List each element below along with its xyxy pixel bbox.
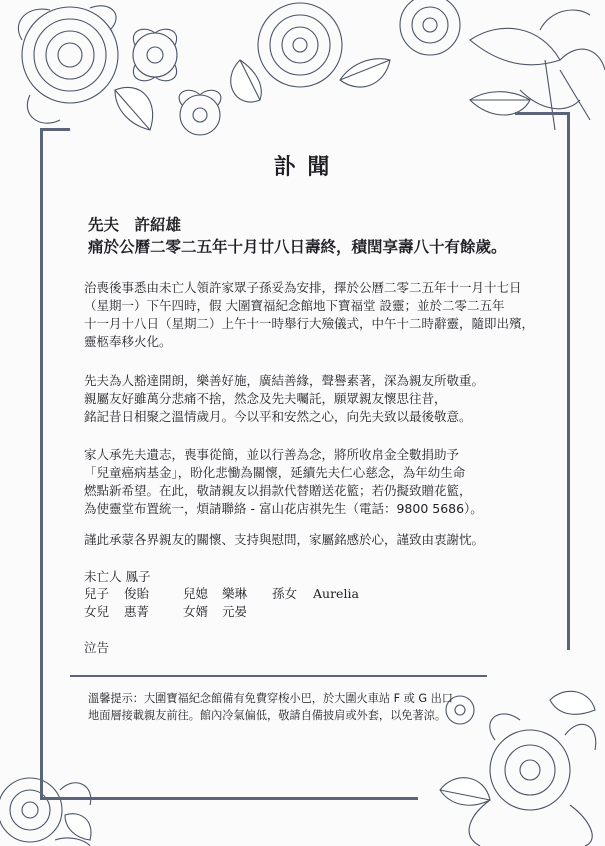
paragraph-line: 家人承先夫遺志，喪事從簡，並以行善為念，將所收帛金全數捐助予 — [84, 447, 460, 462]
closing-text: 泣告 — [84, 640, 110, 655]
floral-top-icon — [0, 0, 605, 150]
family-member-name: 樂琳 — [222, 586, 248, 601]
paragraph-line: 「兒童癌病基金」，盼化悲慟為關懷，延續先夫仁心慈念，為年幼生命 — [84, 465, 466, 480]
family-member-name: Aurelia — [313, 586, 359, 601]
notice-line: 溫馨提示：大圍寶福紀念館備有免費穿梭小巴，於大圍火車站 F 或 G 出口 — [88, 692, 453, 705]
family-relation: 女兒 — [84, 604, 110, 619]
notice-line: 地面層接載親友前往。館內冷氣偏低，敬請自備披肩或外套，以免著涼。 — [88, 709, 447, 722]
deceased-name: 先夫 許紹雄 — [88, 216, 182, 234]
frame-top-left — [40, 128, 70, 131]
widow-name: 未亡人 鳳子 — [84, 569, 151, 584]
paragraph-line: 十一月十八日（星期二）上午十一時舉行大殮儀式，中午十二時辭靈，隨即出殯， — [84, 316, 535, 331]
family-relation: 孫女 — [272, 586, 298, 601]
frame-right — [567, 112, 570, 650]
paragraph-line: 先夫為人豁達開朗，樂善好施，廣結善緣，聲譽素著，深為親友所敬重。 — [84, 373, 485, 388]
paragraph-line: 燃點新希望。在此，敬請親友以捐款代替贈送花籃；若仍擬致贈花籃， — [84, 483, 472, 498]
frame-top-right — [515, 112, 570, 115]
paragraph-line: 銘記昔日相聚之溫情歲月。今以平和安然之心，向先夫致以最後敬意。 — [84, 409, 472, 424]
family-relation: 兒子 — [84, 586, 110, 601]
paragraph-line: 親屬友好雖萬分悲痛不捨，然念及先夫囑託，願眾親友懷思往昔， — [84, 391, 447, 406]
deceased-passing: 痛於公曆二零二五年十月廿八日壽終，積閏享壽八十有餘歲。 — [88, 238, 507, 256]
paragraph-line: 治喪後事悉由未亡人領許家眾子孫妥為安排，擇於公曆二零二五年十一月十七日 — [84, 280, 522, 295]
page-title: 訃 聞 — [273, 154, 332, 180]
paragraph-line: （星期一）下午四時，假 大圍寶福紀念館地下寶福堂 設靈；並於二零二五年 — [84, 298, 505, 313]
family-member-name: 元晏 — [222, 604, 248, 619]
family-relation: 女婿 — [183, 604, 209, 619]
family-member-name: 俊貽 — [124, 586, 150, 601]
paragraph-line: 靈柩奉移火化。 — [84, 334, 172, 349]
frame-left — [40, 128, 43, 800]
notice-divider — [70, 675, 487, 677]
paragraph-line: 為使靈堂布置統一，煩請聯絡 - 富山花店祺先生（電話：9800 5686）。 — [84, 501, 483, 516]
notice-box — [88, 690, 453, 724]
floral-bottom-left-icon — [0, 740, 100, 846]
frame-bottom — [40, 797, 418, 800]
paragraph-line: 謹此承蒙各界親友的關懷、支持與慰問，家屬銘感於心，謹致由衷謝忱。 — [84, 532, 485, 547]
family-member-name: 惠菁 — [124, 604, 150, 619]
family-relation: 兒媳 — [183, 586, 209, 601]
